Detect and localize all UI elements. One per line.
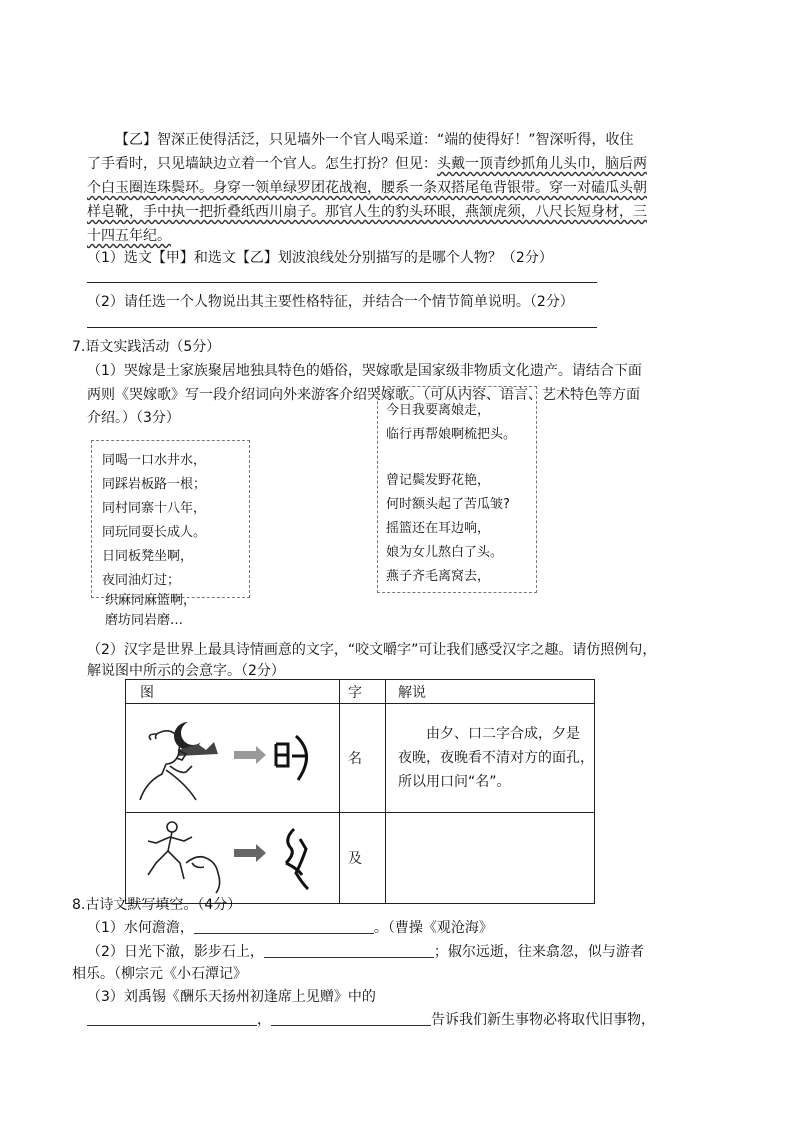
song2-line: 何时额头起了苦瓜皱? bbox=[386, 497, 510, 512]
arrow-right-icon bbox=[234, 746, 266, 764]
picture-cell-ji bbox=[126, 813, 340, 904]
q8-s3-blank-1[interactable] bbox=[87, 1011, 257, 1026]
song2-line: 摇篮还在耳边响， bbox=[386, 521, 491, 536]
ji-illustration bbox=[126, 813, 340, 899]
q8-s3-comma: ， bbox=[257, 1012, 271, 1028]
passage-b-line-5: 十四五年纪。 bbox=[87, 228, 171, 244]
song-box-1 bbox=[91, 440, 250, 628]
passage-b-line-2-plain: 了手看时，只见墙缺边立着一个官人。怎生打扮？但见： bbox=[87, 156, 437, 172]
arrow-right-icon bbox=[234, 844, 266, 862]
ji-ancient-glyph-icon bbox=[286, 829, 308, 889]
song2-line: 今日我要离娘走， bbox=[386, 403, 491, 418]
song2-line: 曾记鬓发野花艳， bbox=[386, 473, 491, 488]
q8-s3-line-1: （3）刘禹锡《酬乐天扬州初逢席上见赠》中的 bbox=[87, 989, 376, 1005]
song1-line: 夜同油灯过； bbox=[102, 573, 181, 588]
q6-sub2: （2）请任选一个人物说出其主要性格特征，并结合一个情节简单说明。（2分） bbox=[87, 294, 574, 310]
q8-s2-suffix: ；俶尔远逝，往来翕忽，似与游者 bbox=[433, 944, 644, 960]
q8-s2 bbox=[87, 940, 644, 964]
q7-sub1-line-1: （1）哭嫁是土家族聚居地独具特色的婚俗，哭嫁歌是国家级非物质文化遗产。请结合下面 bbox=[87, 363, 642, 379]
song2-line: 临行再帮娘啊梳把头。 bbox=[386, 427, 517, 442]
q8-s1-blank[interactable] bbox=[194, 919, 374, 934]
ideogram-table bbox=[125, 679, 595, 904]
header-picture: 图 bbox=[126, 680, 340, 704]
explain-ji-answer-cell[interactable] bbox=[386, 813, 595, 904]
q7-sub2-line-1: （2）汉字是世界上最具诗情画意的文字，“咬文嚼字”可让我们感受汉字之趣。请仿照例句， bbox=[87, 642, 657, 658]
q8-s3-line-2 bbox=[87, 1008, 655, 1032]
q8-s1-suffix: 。（曹操《观沧海》 bbox=[373, 920, 493, 936]
ming-illustration bbox=[126, 704, 340, 808]
song1-line: 磨坊同岩磨… bbox=[105, 613, 184, 628]
q7-sub1-line-2: 两则《哭嫁歌》写一段介绍词向外来游客介绍哭嫁歌。（可从内容、语言、艺术特色等方面 bbox=[87, 387, 640, 403]
q6-answer-line-1[interactable] bbox=[87, 282, 597, 283]
passage-b-line-2 bbox=[87, 152, 647, 176]
passage-b-line-1: 【乙】智深正使得活泛，只见墙外一个官人喝采道：“端的使得好！”智深听得，收住 bbox=[115, 132, 634, 148]
passage-b-line-4: 样皂靴，手中执一把折叠纸西川扇子。那官人生的豹头环眼，燕颔虎须，八尺长短身材，三 bbox=[87, 204, 647, 220]
passage-b-line-3: 个白玉圈连珠鬓环。身穿一领单绿罗团花战袍，腰系一条双搭尾龟背银带。穿一对磕瓜头朝 bbox=[87, 180, 647, 196]
song1-line: 织麻同麻篮啊， bbox=[105, 593, 197, 608]
grabbing-hand-icon bbox=[186, 857, 220, 893]
header-explain: 解说 bbox=[386, 680, 595, 704]
passage-b-line-2-wavy: 头戴一顶青纱抓角儿头巾，脑后两 bbox=[437, 156, 647, 172]
char-ji: 及 bbox=[340, 813, 386, 904]
song2-line: 燕子齐毛离窝去， bbox=[386, 569, 491, 584]
picture-cell-ming bbox=[126, 704, 340, 813]
song1-line: 同玩同耍长成人。 bbox=[102, 525, 207, 540]
song1-line: 日同板凳坐啊， bbox=[102, 549, 194, 564]
header-char: 字 bbox=[340, 680, 386, 704]
song1-line: 同喝一口水井水， bbox=[102, 453, 207, 468]
q6-answer-line-2[interactable] bbox=[87, 327, 597, 328]
q8-s2-blank[interactable] bbox=[264, 943, 434, 958]
person-running-icon bbox=[148, 822, 192, 879]
q8-s2-line-2: 相乐。（柳宗元《小石潭记》 bbox=[72, 966, 247, 982]
q7-sub2-line-2: 解说图中所示的会意字。（2分） bbox=[87, 663, 285, 679]
char-ming: 名 bbox=[340, 704, 386, 813]
q7-sub1-line-3: 介绍。）（3分） bbox=[87, 410, 180, 426]
q8-s1-prefix: （1）水何澹澹， bbox=[87, 920, 194, 936]
song1-line: 同村同寨十八年， bbox=[102, 501, 207, 516]
q7-title: 7.语文实践活动（5分） bbox=[72, 339, 221, 355]
q8-title: 8.古诗文默写填空。（4分） bbox=[72, 897, 242, 913]
explain-ming: 由夕、口二字合成，夕是 夜晚，夜晚看不清对方的面孔， 所以用口问“名”。 bbox=[386, 704, 595, 813]
song2-line: 娘为女儿熬白了头。 bbox=[386, 545, 504, 560]
q6-sub1: （1）选文【甲】和选文【乙】划波浪线处分别描写的是哪个人物？（2分） bbox=[87, 250, 553, 266]
ming-ancient-glyph-icon bbox=[276, 736, 308, 780]
q8-s3-blank-2[interactable] bbox=[271, 1011, 431, 1026]
q8-s3-suffix: 告诉我们新生事物必将取代旧事物， bbox=[431, 1012, 655, 1028]
song1-line: 同踩岩板路一根； bbox=[102, 477, 207, 492]
q8-s2-prefix: （2）日光下澈，影步石上， bbox=[87, 944, 264, 960]
song-box-2 bbox=[377, 386, 537, 593]
q8-s1 bbox=[87, 916, 493, 940]
